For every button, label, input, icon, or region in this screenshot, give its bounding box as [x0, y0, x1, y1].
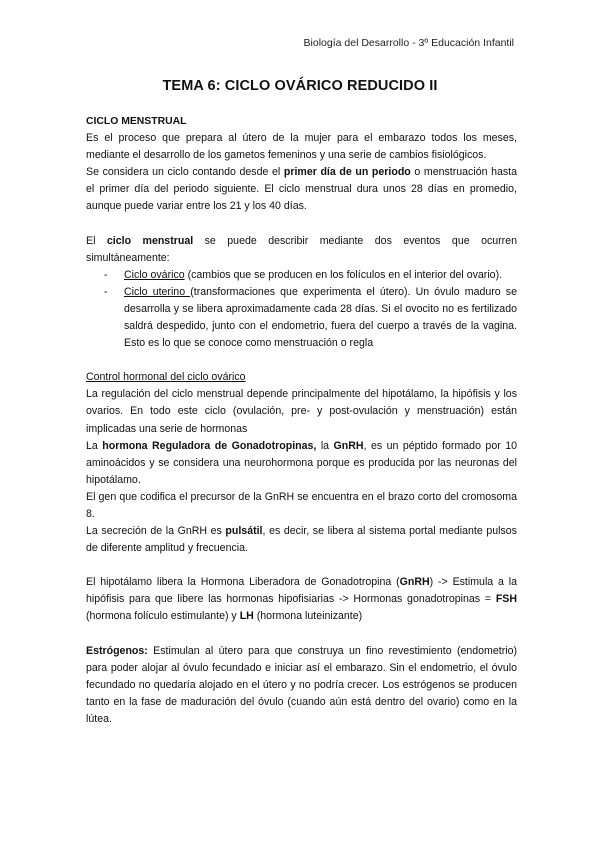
bold-text-pulsatil: pulsátil — [225, 525, 263, 538]
bold-text-estrogenos: Estrógenos: — [86, 644, 148, 657]
text-run: (cambios que se producen en los folículos en el interior del ovario). — [184, 268, 503, 281]
section-heading-control-hormonal: Control hormonal del ciclo ovárico — [86, 371, 246, 384]
paragraph-regulacion: La regulación del ciclo menstrual depende principalmente del hipotálamo, la hipófisis y los ovarios. En todo este ciclo (ovulación, pre- y post-ovulación y menstruación) están implicadas una serie de hormonas — [86, 388, 517, 435]
paragraph-secrecion — [86, 523, 517, 557]
text-run: La secreción de la GnRH es — [86, 525, 226, 538]
document-body — [86, 113, 517, 728]
text-run: (hormona folículo estimulante) y — [86, 610, 240, 623]
text-run: Se considera un ciclo contando desde el — [86, 166, 284, 179]
list-item-ciclo-uterino — [104, 284, 517, 352]
text-run: , es un péptido formado por 10 aminoácidos y se considera una neurohormona porque es producida por las neuronas del hipotálamo. — [86, 439, 517, 486]
bold-text-gnrh: GnRH — [399, 576, 430, 589]
text-run: La — [86, 439, 103, 452]
text-run: (hormona luteinizante) — [253, 610, 363, 623]
text-run: (transformaciones que experimenta el útero). Un óvulo maduro se desarrolla y se libera aproximadamente cada 28 días. Si el ovocito no es fertilizado saldrá despedido, junto con el endometrio, fuera del cuerpo a través de la vagina. Esto es lo que se conoce como menstruación o regla — [124, 285, 517, 350]
paragraph-estrogenos — [86, 643, 517, 728]
bold-text-primer-dia: primer día de un periodo — [283, 166, 411, 179]
bold-text-ciclo-menstrual: ciclo menstrual — [106, 234, 194, 247]
paragraph-spacer — [86, 352, 517, 369]
paragraph-gnrh — [86, 438, 517, 489]
text-run: la — [316, 439, 334, 452]
dash-bullet: - — [104, 268, 108, 281]
paragraph-spacer — [86, 557, 517, 574]
bold-text-fsh: FSH — [495, 593, 517, 606]
paragraph-ciclo-duration — [86, 164, 517, 215]
bold-text-lh: LH — [239, 610, 254, 623]
text-run: se puede describir mediante dos eventos que ocurren simultáneamente: — [86, 234, 517, 264]
paragraph-spacer — [86, 216, 517, 233]
text-run: , es decir, se libera al sistema portal mediante pulsos de diferente amplitud y frecuencia. — [86, 525, 517, 555]
running-header: Biología del Desarrollo - 3º Educación Infantil — [303, 37, 514, 49]
dash-bullet: - — [104, 285, 108, 298]
text-run: Estimulan al útero para que construya un fino revestimiento (endometrio) para poder alojar al óvulo fecundado e iniciar así el embarazo. Sin el endometrio, el óvulo fecundado no quedaría alojado en el útero y no podría crecer. Los estrógenos se producen tanto en la fase de maduración del óvulo (cuando aún está dentro del ovario) como en la lútea. — [86, 644, 517, 725]
bold-text-hormona-reguladora: hormona Reguladora de Gonadotropinas, — [102, 439, 317, 452]
events-list — [86, 267, 517, 352]
underlined-term-ciclo-ovarico: Ciclo ovárico — [124, 268, 185, 281]
paragraph-ciclo-events — [86, 233, 517, 267]
paragraph-hipotalamo — [86, 574, 517, 625]
page-title: TEMA 6: CICLO OVÁRICO REDUCIDO II — [162, 78, 438, 94]
paragraph-ciclo-definition: Es el proceso que prepara al útero de la mujer para el embarazo todos los meses, mediante el desarrollo de los gametos femeninos y una serie de cambios fisiológicos. — [86, 132, 517, 162]
list-item-ciclo-ovarico — [104, 267, 517, 284]
paragraph-gen-gnrh: El gen que codifica el precursor de la GnRH se encuentra en el brazo corto del cromosoma 8. — [86, 490, 517, 520]
text-run: El hipotálamo libera la Hormona Liberadora de Gonadotropina ( — [86, 576, 400, 589]
section-heading-ciclo-menstrual: CICLO MENSTRUAL — [86, 116, 187, 127]
text-run: o menstruación hasta el primer día del periodo siguiente. El ciclo menstrual dura unos 28 días en promedio, aunque puede variar entre los 21 y los 40 días. — [86, 166, 518, 213]
bold-text-gnrh: GnRH — [333, 439, 364, 452]
paragraph-spacer — [86, 626, 517, 643]
underlined-term-ciclo-uterino: Ciclo uterino — [124, 285, 191, 298]
text-run: El — [86, 234, 107, 247]
text-run: ) -> Estimula a la hipófisis para que libere las hormonas hipofisiarias -> Hormonas gonadotropinas = — [86, 576, 517, 606]
